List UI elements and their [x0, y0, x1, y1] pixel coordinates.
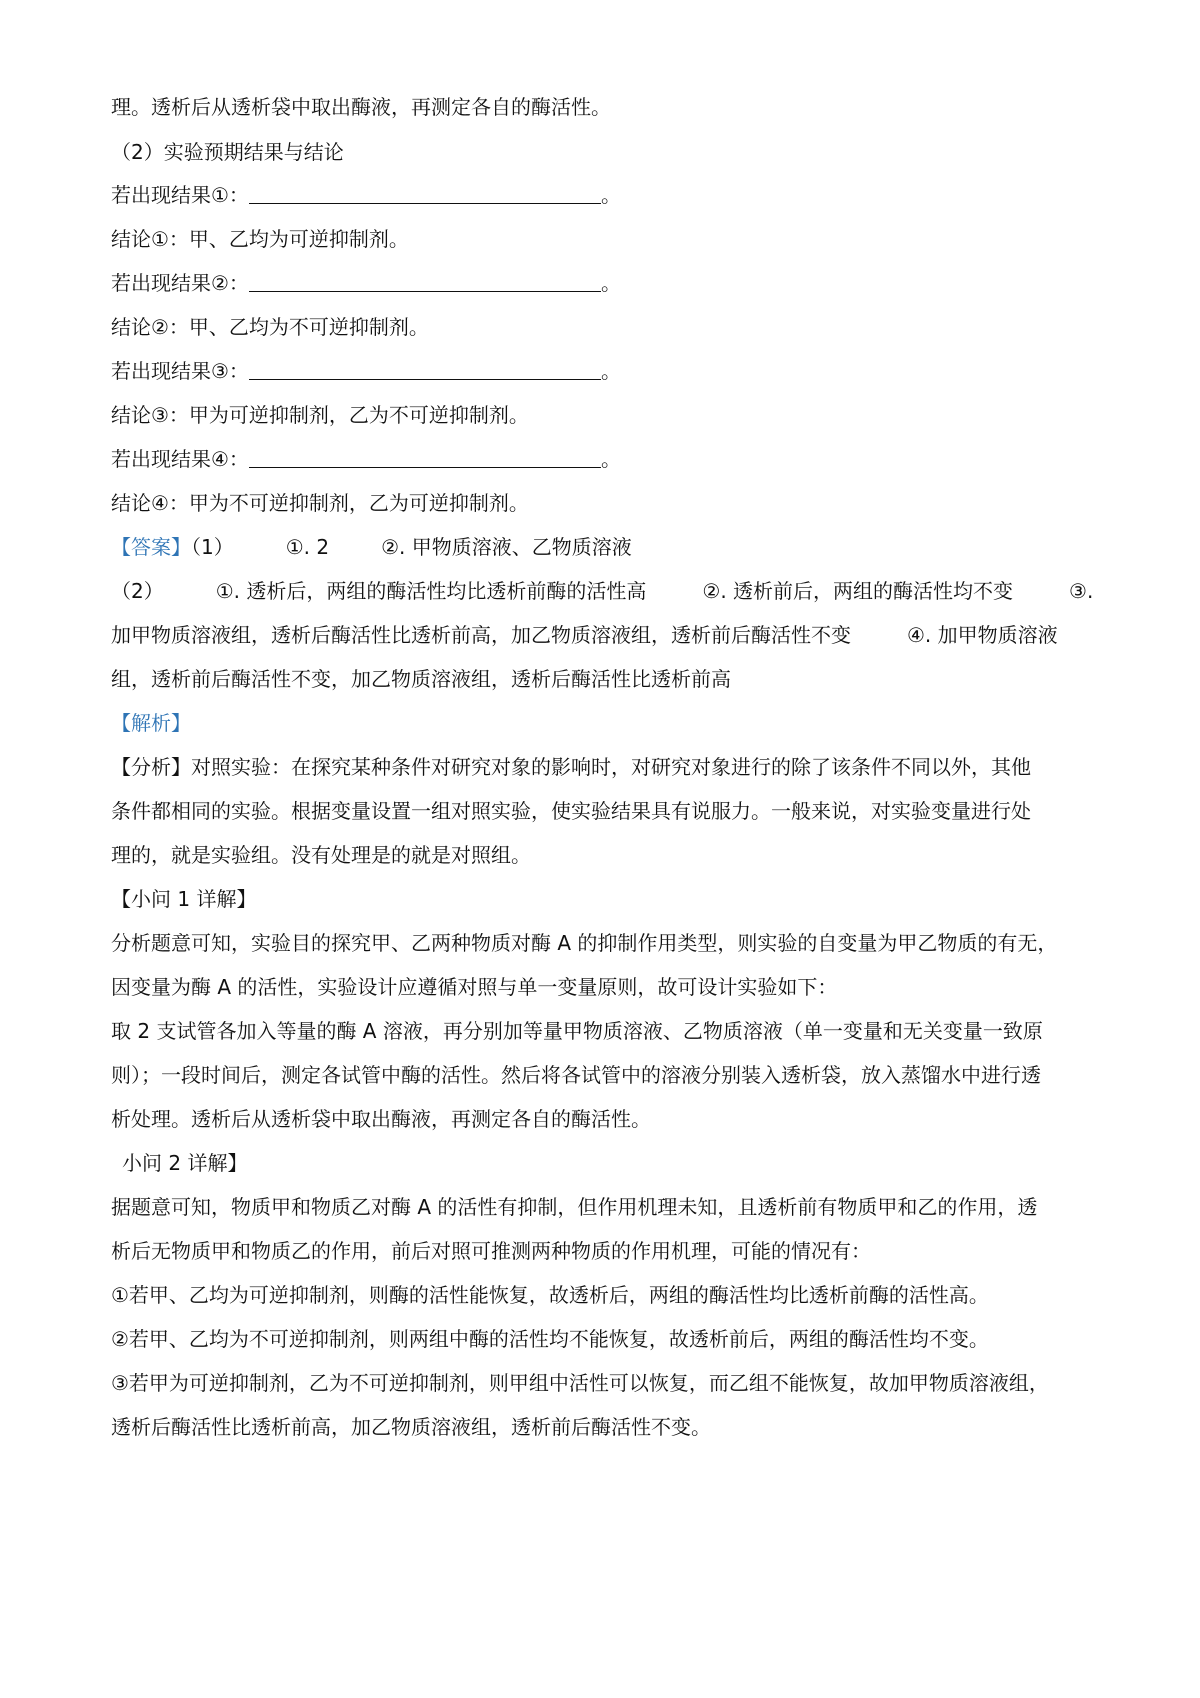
answer-label: 【答案】: [111, 535, 191, 559]
analysis-line: ②若甲、乙均为不可逆抑制剂，则两组中酶的活性均不能恢复，故透析前后，两组的酶活性均不变。: [111, 1327, 989, 1351]
analysis-line: 【分析】对照实验：在探究某种条件对研究对象的影响时，对研究对象进行的除了该条件不同以外，其他: [111, 755, 1031, 779]
analysis-line: 据题意可知，物质甲和物质乙对酶 A 的活性有抑制，但作用机理未知，且透析前有物质甲和乙的作用，透: [111, 1195, 1038, 1219]
result-prefix: 若出现结果④：: [111, 447, 249, 471]
result-prefix: 若出现结果③：: [111, 359, 249, 383]
result-end: 。: [600, 359, 621, 383]
conclusion-line-4: 结论④：甲为不可逆抑制剂，乙为可逆抑制剂。: [111, 491, 529, 515]
analysis-line: 条件都相同的实验。根据变量设置一组对照实验，使实验结果具有说服力。一般来说，对实验变量进行处: [111, 799, 1031, 823]
analysis-line: ①若甲、乙均为可逆抑制剂，则酶的活性能恢复，故透析后，两组的酶活性均比透析前酶的活性高。: [111, 1283, 989, 1307]
answer-item: ①. 透析后，两组的酶活性均比透析前酶的活性高: [215, 579, 647, 603]
answer-line-4: 组，透析前后酶活性不变，加乙物质溶液组，透析后酶活性比透析前高: [111, 667, 731, 691]
analysis-line: 理的，就是实验组。没有处理是的就是对照组。: [111, 843, 531, 867]
answer-blank: [249, 271, 601, 292]
analysis-line: 分析题意可知，实验目的探究甲、乙两种物质对酶 A 的抑制作用类型，则实验的自变量为甲乙物质的有无，: [111, 931, 1058, 955]
analysis-line: 透析后酶活性比透析前高，加乙物质溶液组，透析前后酶活性不变。: [111, 1415, 711, 1439]
result-prefix: 若出现结果②：: [111, 271, 249, 295]
result-line-4: [111, 446, 1101, 472]
result-line-2: [111, 270, 1101, 296]
answer-line-1: [111, 534, 1101, 560]
conclusion-line-1: 结论①：甲、乙均为可逆抑制剂。: [111, 227, 409, 251]
text-line: 理。透析后从透析袋中取出酶液，再测定各自的酶活性。: [111, 95, 611, 119]
answer-item: ④. 加甲物质溶液: [907, 623, 1058, 647]
answer-item: ②. 甲物质溶液、乙物质溶液: [381, 535, 632, 559]
answer-blank: [249, 359, 601, 380]
result-prefix: 若出现结果①：: [111, 183, 249, 207]
analysis-line: 因变量为酶 A 的活性，实验设计应遵循对照与单一变量原则，故可设计实验如下：: [111, 975, 838, 999]
analysis-label: 【解析】: [111, 711, 191, 735]
result-line-1: [111, 182, 1101, 208]
answer-item: ③.: [1069, 579, 1094, 603]
result-end: 。: [600, 447, 621, 471]
subquestion-heading: 【小问 1 详解】: [111, 887, 257, 911]
analysis-line: 析后无物质甲和物质乙的作用，前后对照可推测两种物质的作用机理，可能的情况有：: [111, 1239, 871, 1263]
result-line-3: [111, 358, 1101, 384]
section-heading: （2）实验预期结果与结论: [111, 140, 344, 164]
conclusion-line-3: 结论③：甲为可逆抑制剂，乙为不可逆抑制剂。: [111, 403, 529, 427]
analysis-line: ③若甲为可逆抑制剂，乙为不可逆抑制剂，则甲组中活性可以恢复，而乙组不能恢复，故加甲物质溶液组，: [111, 1371, 1049, 1395]
answer-line-2: [111, 578, 1101, 604]
answer-line-3: [111, 622, 1101, 648]
question-number: （1）: [191, 535, 234, 559]
conclusion-line-2: 结论②：甲、乙均为不可逆抑制剂。: [111, 315, 429, 339]
question-number: （2）: [111, 579, 164, 603]
result-end: 。: [600, 271, 621, 295]
subquestion-heading: 小问 2 详解】: [122, 1151, 248, 1175]
answer-item: 加甲物质溶液组，透析后酶活性比透析前高，加乙物质溶液组，透析前后酶活性不变: [111, 623, 851, 647]
analysis-line: 取 2 支试管各加入等量的酶 A 溶液，再分别加等量甲物质溶液、乙物质溶液（单一变量和无关变量一致原: [111, 1019, 1043, 1043]
result-end: 。: [600, 183, 621, 207]
answer-blank: [249, 447, 601, 468]
answer-item: ①. 2: [285, 535, 330, 559]
analysis-line: 析处理。透析后从透析袋中取出酶液，再测定各自的酶活性。: [111, 1107, 651, 1131]
answer-blank: [249, 183, 601, 204]
analysis-line: 则）；一段时间后，测定各试管中酶的活性。然后将各试管中的溶液分别装入透析袋，放入蒸馏水中进行透: [111, 1063, 1041, 1087]
answer-item: ②. 透析前后，两组的酶活性均不变: [702, 579, 1014, 603]
